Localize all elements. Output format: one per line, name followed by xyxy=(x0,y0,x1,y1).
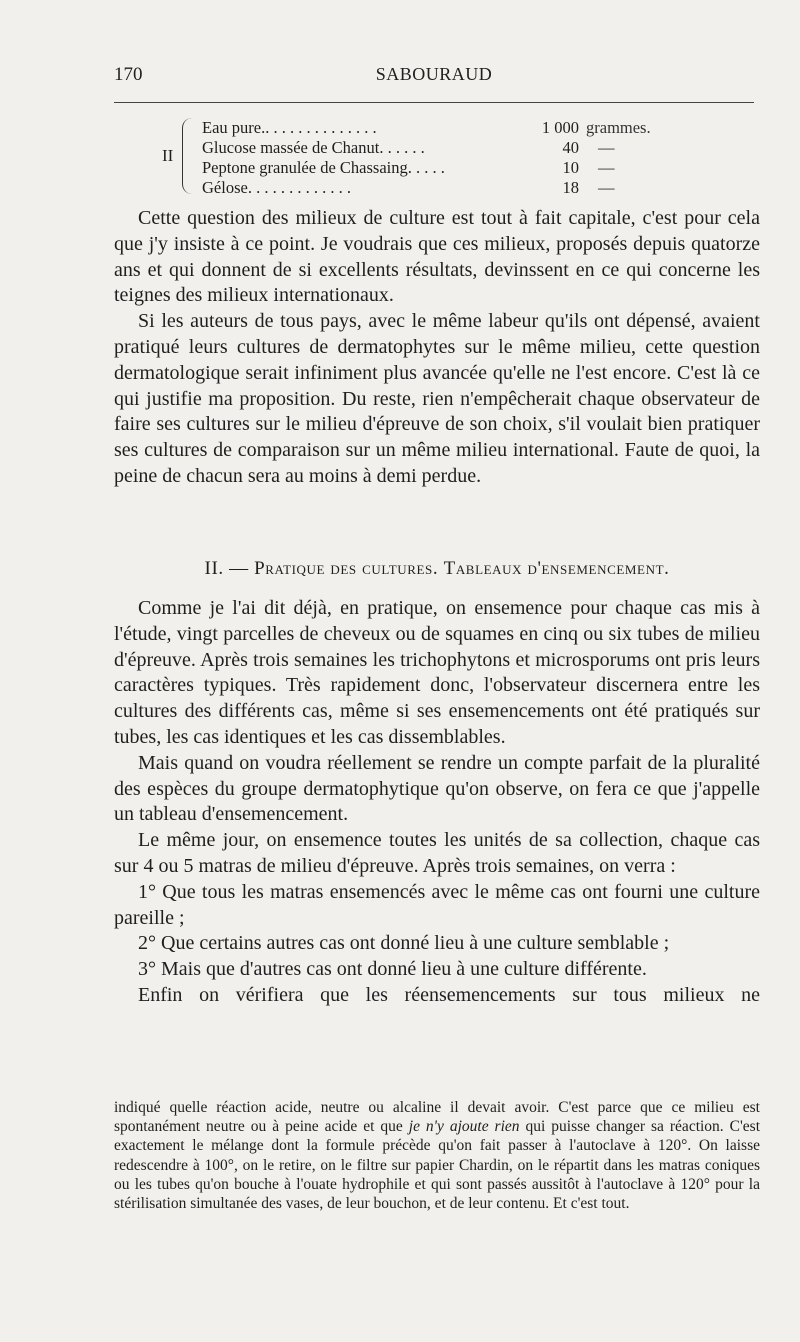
recipe-brace xyxy=(182,118,192,194)
paragraph: Enfin on vérifiera que les réensemencements sur tous milieux ne xyxy=(138,983,760,1006)
section-number: II. xyxy=(204,558,224,579)
paragraph: Mais quand on voudra réellement se rendre un compte parfait de la pluralité des espèces du groupe dermatophytique qu'on observe, on fera ce que j'appelle un tableau d'ensemencement. xyxy=(114,751,760,826)
ingredient-unit: — xyxy=(598,138,615,157)
ingredient-row xyxy=(202,158,682,179)
section-title-part2: Tableaux d'ensemencement. xyxy=(443,558,670,579)
recipe-label: II xyxy=(162,146,174,165)
ingredient-row xyxy=(202,118,682,139)
ingredient-name: Peptone granulée de Chassaing. . . . . xyxy=(202,158,445,177)
running-title: SABOURAUD xyxy=(375,64,493,84)
ingredient-unit: — xyxy=(598,178,615,197)
paragraph: Le même jour, on ensemence toutes les unités de sa collection, chaque cas sur 4 ou 5 matras de milieu d'épreuve. Après trois semaines, on verra : xyxy=(114,829,760,877)
paragraph: Si les auteurs de tous pays, avec le même labeur qu'ils ont dépensé, avaient pratiqué leurs cultures de dermatophytes sur le même milieu, cette question dermatologique serait infiniment plus avancée qu'elle ne l'est encore. C'est là ce qui justifie ma proposition. Du reste, rien n'empêcherait chaque observateur de faire ses cultures sur le milieu d'épreuve de son choix, s'il voulait bien pratiquer ses cultures de comparaison sur un même milieu international. Faute de quoi, la peine de chacun sera au moins à demi perdue. xyxy=(114,310,760,487)
ingredient-name: Eau pure.. . . . . . . . . . . . . . xyxy=(202,118,377,137)
body-text-top xyxy=(114,206,760,490)
ingredient-quantity: 40 xyxy=(562,138,579,157)
ingredient-quantity: 1 000 xyxy=(541,118,579,137)
paragraph: Comme je l'ai dit déjà, en pratique, on ensemence pour chaque cas mis à l'étude, vingt parcelles de cheveux ou de squames en cinq ou six tubes de milieu d'épreuve. Après trois semaines les trichophytons et microsporums ont pris leurs caractères typiques. Très rapidement donc, l'observateur discernera entre les cultures des différents cas, même si ses ensemencements ont été pratiqués sur tubes, les cas identiques et les cas dissemblables. xyxy=(114,597,760,748)
ingredient-row xyxy=(202,138,682,159)
recipe-block xyxy=(160,114,680,198)
body-text-bottom xyxy=(114,596,760,1009)
ingredient-name: Glucose massée de Chanut. . . . . . xyxy=(202,138,425,157)
ingredient-row xyxy=(202,178,682,199)
footnote-text-end: qui puisse changer sa réaction. C'est exactement le mélange dont la formule précède qu'on fait passer à l'autoclave à 120°. On laisse redescendre à 100°, on le retire, on le filtre sur papier Chardin, on le répartit dans les matras coniques ou les tubes qu'on bouche à l'ouate hydrophile et qui sont passés aussitôt à l'autoclave à 120° pour la stérilisation simultanée des vases, de leur bouchon, et de leur contenu. Et c'est tout. xyxy=(114,1118,760,1213)
section-title-part1: Pratique des cultures. xyxy=(254,558,439,579)
ingredient-unit: — xyxy=(598,158,615,177)
list-item: 2° Que certains autres cas ont donné lieu à une culture semblable ; xyxy=(138,932,670,955)
ingredient-name: Gélose. . . . . . . . . . . . . xyxy=(202,178,351,197)
ingredient-quantity: 18 xyxy=(562,178,579,197)
footnote xyxy=(114,1098,760,1213)
ingredient-unit: grammes. xyxy=(586,118,651,137)
footnote-italic: je n'y ajoute rien xyxy=(408,1118,520,1136)
section-dash: — xyxy=(229,558,249,579)
header-rule xyxy=(114,102,754,103)
page-header xyxy=(114,64,754,90)
page-number: 170 xyxy=(114,64,143,85)
list-item: 1° Que tous les matras ensemencés avec le même cas ont fourni une culture pareille ; xyxy=(114,880,760,929)
paragraph: Cette question des milieux de culture est tout à fait capitale, c'est pour cela que j'y insiste à ce point. Je voudrais que ces milieux, proposés depuis quatorze ans et qui donnent de si excellents résultats, devinssent en ce qui concerne les teignes des milieux internationaux. xyxy=(114,207,760,307)
ingredient-quantity: 10 xyxy=(562,158,579,177)
list-item: 3° Mais que d'autres cas ont donné lieu à une culture différente. xyxy=(138,958,647,981)
section-heading xyxy=(114,558,760,580)
footnote-text: indiqué quelle réaction acide, neutre ou alcaline il devait avoir. C'est parce que ce milieu est spontanément neutre ou à peine acide et que xyxy=(114,1099,760,1136)
